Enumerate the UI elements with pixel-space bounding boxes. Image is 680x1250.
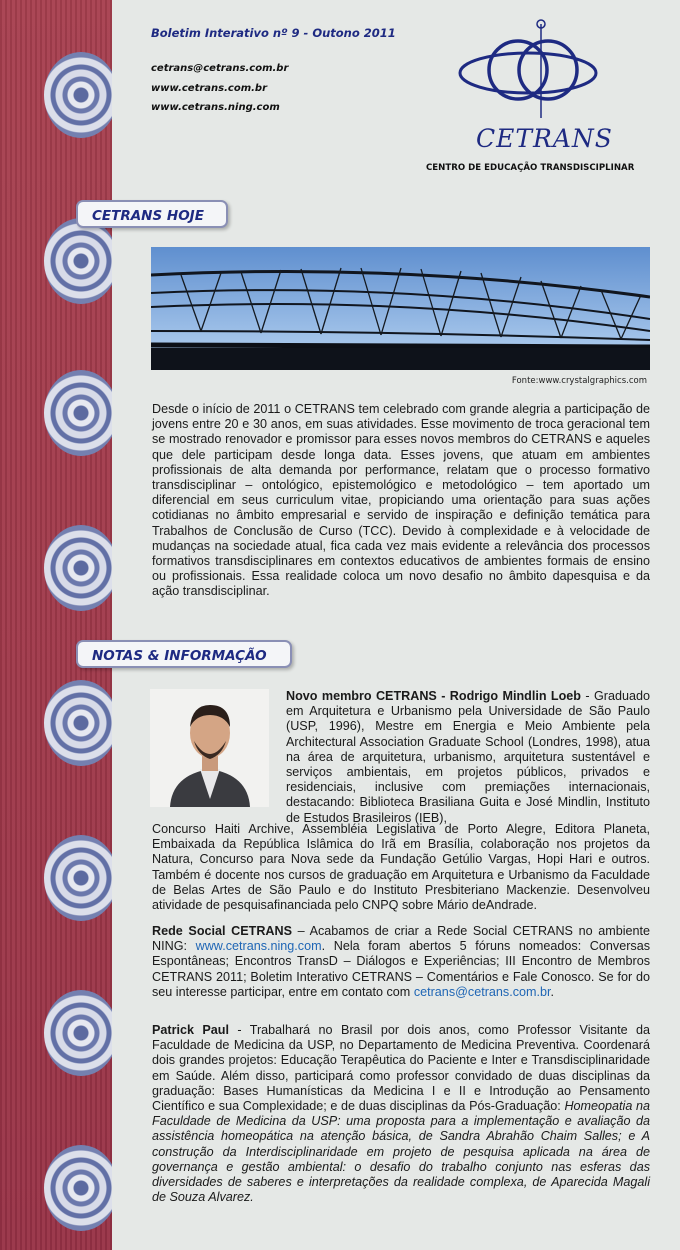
item2-paragraph: [152, 924, 650, 1000]
item3-text-1: - Trabalhará no Brasil por dois anos, como Professor Visitante da Faculdade de Medicina da USP, no Departamento de Medicina Preventiva. Coordenará dois grandes projetos: Educação Terapêutica do Paciente e Inter e Transdisciplinaridade em Saúde. Além disso, participará como professor convidado de duas disciplinas da graduação: Bases Humanísticas da Medicina I e II e Introdução ao Pensamento Científico e sua Complexidade; e de duas disciplinas da Pós-Graduação:: [152, 1023, 650, 1114]
medallion-icon: [44, 835, 112, 921]
medallion-icon: [44, 370, 112, 456]
item2-text-3: .: [550, 984, 554, 999]
logo-name: CETRANS: [476, 124, 613, 153]
item2-text-1: – Acabamos de criar a Rede Social CETRANS no ambiente NING:: [152, 924, 651, 954]
section-tab-notas-informacao: NOTAS & INFORMAÇÃO: [76, 640, 292, 668]
logo-subtitle: CENTRO DE EDUCAÇÃO TRANSDISCIPLINAR: [426, 163, 635, 173]
contact-ning[interactable]: www.cetrans.ning.com: [151, 102, 280, 113]
item3-paragraph: [152, 1023, 650, 1205]
decorative-fabric-strip: [0, 0, 112, 1250]
item3-title: Patrick Paul: [152, 1023, 229, 1037]
cetrans-logo-icon: [458, 18, 608, 128]
item1-title: Novo membro CETRANS - Rodrigo Mindlin Loeb: [286, 689, 581, 703]
bulletin-title: Boletim Interativo nº 9 - Outono 2011: [151, 26, 396, 40]
section1-body: Desde o início de 2011 o CETRANS tem celebrado com grande alegria a participação de jovens entre 20 e 30 anos, em suas atividades. Esse movimento de troca geracional tem se mostrado renovador e promissor para esses novos membros do CETRANS e aqueles que dele participam desde longa data. Esses jovens, que atuam em ambientes profissionais de alta demanda por performance, relatam que o processo formativo transdisciplinar – ontológico, epistemológico e metodológico – tem aportado um diferencial em seus curriculum vitae, propiciando uma orientação para suas ações cotidianas no âmbito empresarial e servido de inspiração e definição temática para Trabalhos de Conclusão de Curso (TCC). Devido à complexidade e à velocidade de mudanças na sociedade atual, fica cada vez mais evidente a relevância dos processos formativos transdisciplinares em contextos educativos de ambientes formais de ensino ou profissionais. Essa realidade coloca um novo desafio no âmbito dapesquisa e da ação transdisciplinar.: [152, 402, 650, 599]
item1-text-a: Graduado em Arquitetura e Urbanismo pela Universidade de São Paulo (USP, 1996), Mestre em Energia e Meio Ambiente pela Architectural Association Graduate School (Londres, 1998), atua na área de arquitetura, urbanismo, arquitetura sustentável e serviços ambientais, em projetos públicos, privados e residenciais, inclusive com premiações internacionais, destacando: Biblioteca Brasiliana Guita e José Mindlin, Instituto de Estudos Brasileiros (IEB),: [286, 689, 650, 825]
email-link[interactable]: cetrans@cetrans.com.br: [413, 984, 551, 999]
medallion-icon: [44, 1145, 112, 1231]
item2-title: Rede Social CETRANS: [152, 924, 293, 938]
ning-link[interactable]: www.cetrans.ning.com: [195, 939, 322, 954]
contact-email[interactable]: cetrans@cetrans.com.br: [151, 63, 289, 74]
section-tab-cetrans-hoje: CETRANS HOJE: [76, 200, 228, 228]
item1-continued: Concurso Haiti Archive, Assembléia Legislativa de Porto Alegre, Editora Planeta, Embaixada da República Islâmica do Irã em Brasília, colaboração nos projetos da Natura, Concurso para Nova sede da Fundação Getúlio Vargas, Hopi Hari e outros. Também é docente nos cursos de graduação em Arquitetura e Urbanismo da Faculdade de Belas Artes de São Paulo e do Instituto Presbiteriano Mackenzie. Desenvolveu atividade de pesquisafinanciada pelo CNPQ sobre Mário deAndrade.: [152, 822, 650, 913]
medallion-icon: [44, 52, 112, 138]
medallion-icon: [44, 525, 112, 611]
photo-credit: Fonte:www.crystalgraphics.com: [511, 376, 647, 386]
item2-text-2: . Nela foram abertos 5 fóruns nomeados: Conversas Espontâneas; Encontros TransD – Diálogos e Experiências; III Encontro de Membros CETRANS 2011; Boletim Interativo CETRANS – Comentários e Fale Conosco. Se for do seu interesse participar, entre em contato com: [152, 939, 651, 999]
rodrigo-portrait-photo: [150, 689, 269, 807]
medallion-icon: [44, 218, 112, 304]
item1-intro: Novo membro CETRANS - Rodrigo Mindlin Loeb - Graduado em Arquitetura e Urbanismo pela Universidade de São Paulo (USP, 1996), Mestre em Energia e Meio Ambiente pela Architectural Association Graduate School (Londres, 1998), atua na área de arquitetura, urbanismo, arquitetura sustentável e serviços ambientais, em projetos públicos, privados e residenciais, inclusive com premiações internacionais, destacando: Biblioteca Brasiliana Guita e José Mindlin, Instituto de Estudos Brasileiros (IEB),: [286, 689, 650, 825]
contact-site[interactable]: www.cetrans.com.br: [151, 83, 268, 94]
medallion-icon: [44, 680, 112, 766]
medallion-icon: [44, 990, 112, 1076]
item3-italic: Homeopatia na Faculdade de Medicina da USP: uma proposta para a implementação e avaliação da assistência homeopática na atenção básica, de Sandra Abrahão Chaim Salles; e A construção da Interdisciplinaridade em projeto de pesquisa aplicada na área de governança e gestão ambiental: o desafio do trabalho conjunto nas esferas das diversidades de saberes e interpretações da realidade complexa, de Aparecida Magali de Souza Alvarez.: [152, 1099, 651, 1205]
bridge-photo: [151, 247, 650, 370]
